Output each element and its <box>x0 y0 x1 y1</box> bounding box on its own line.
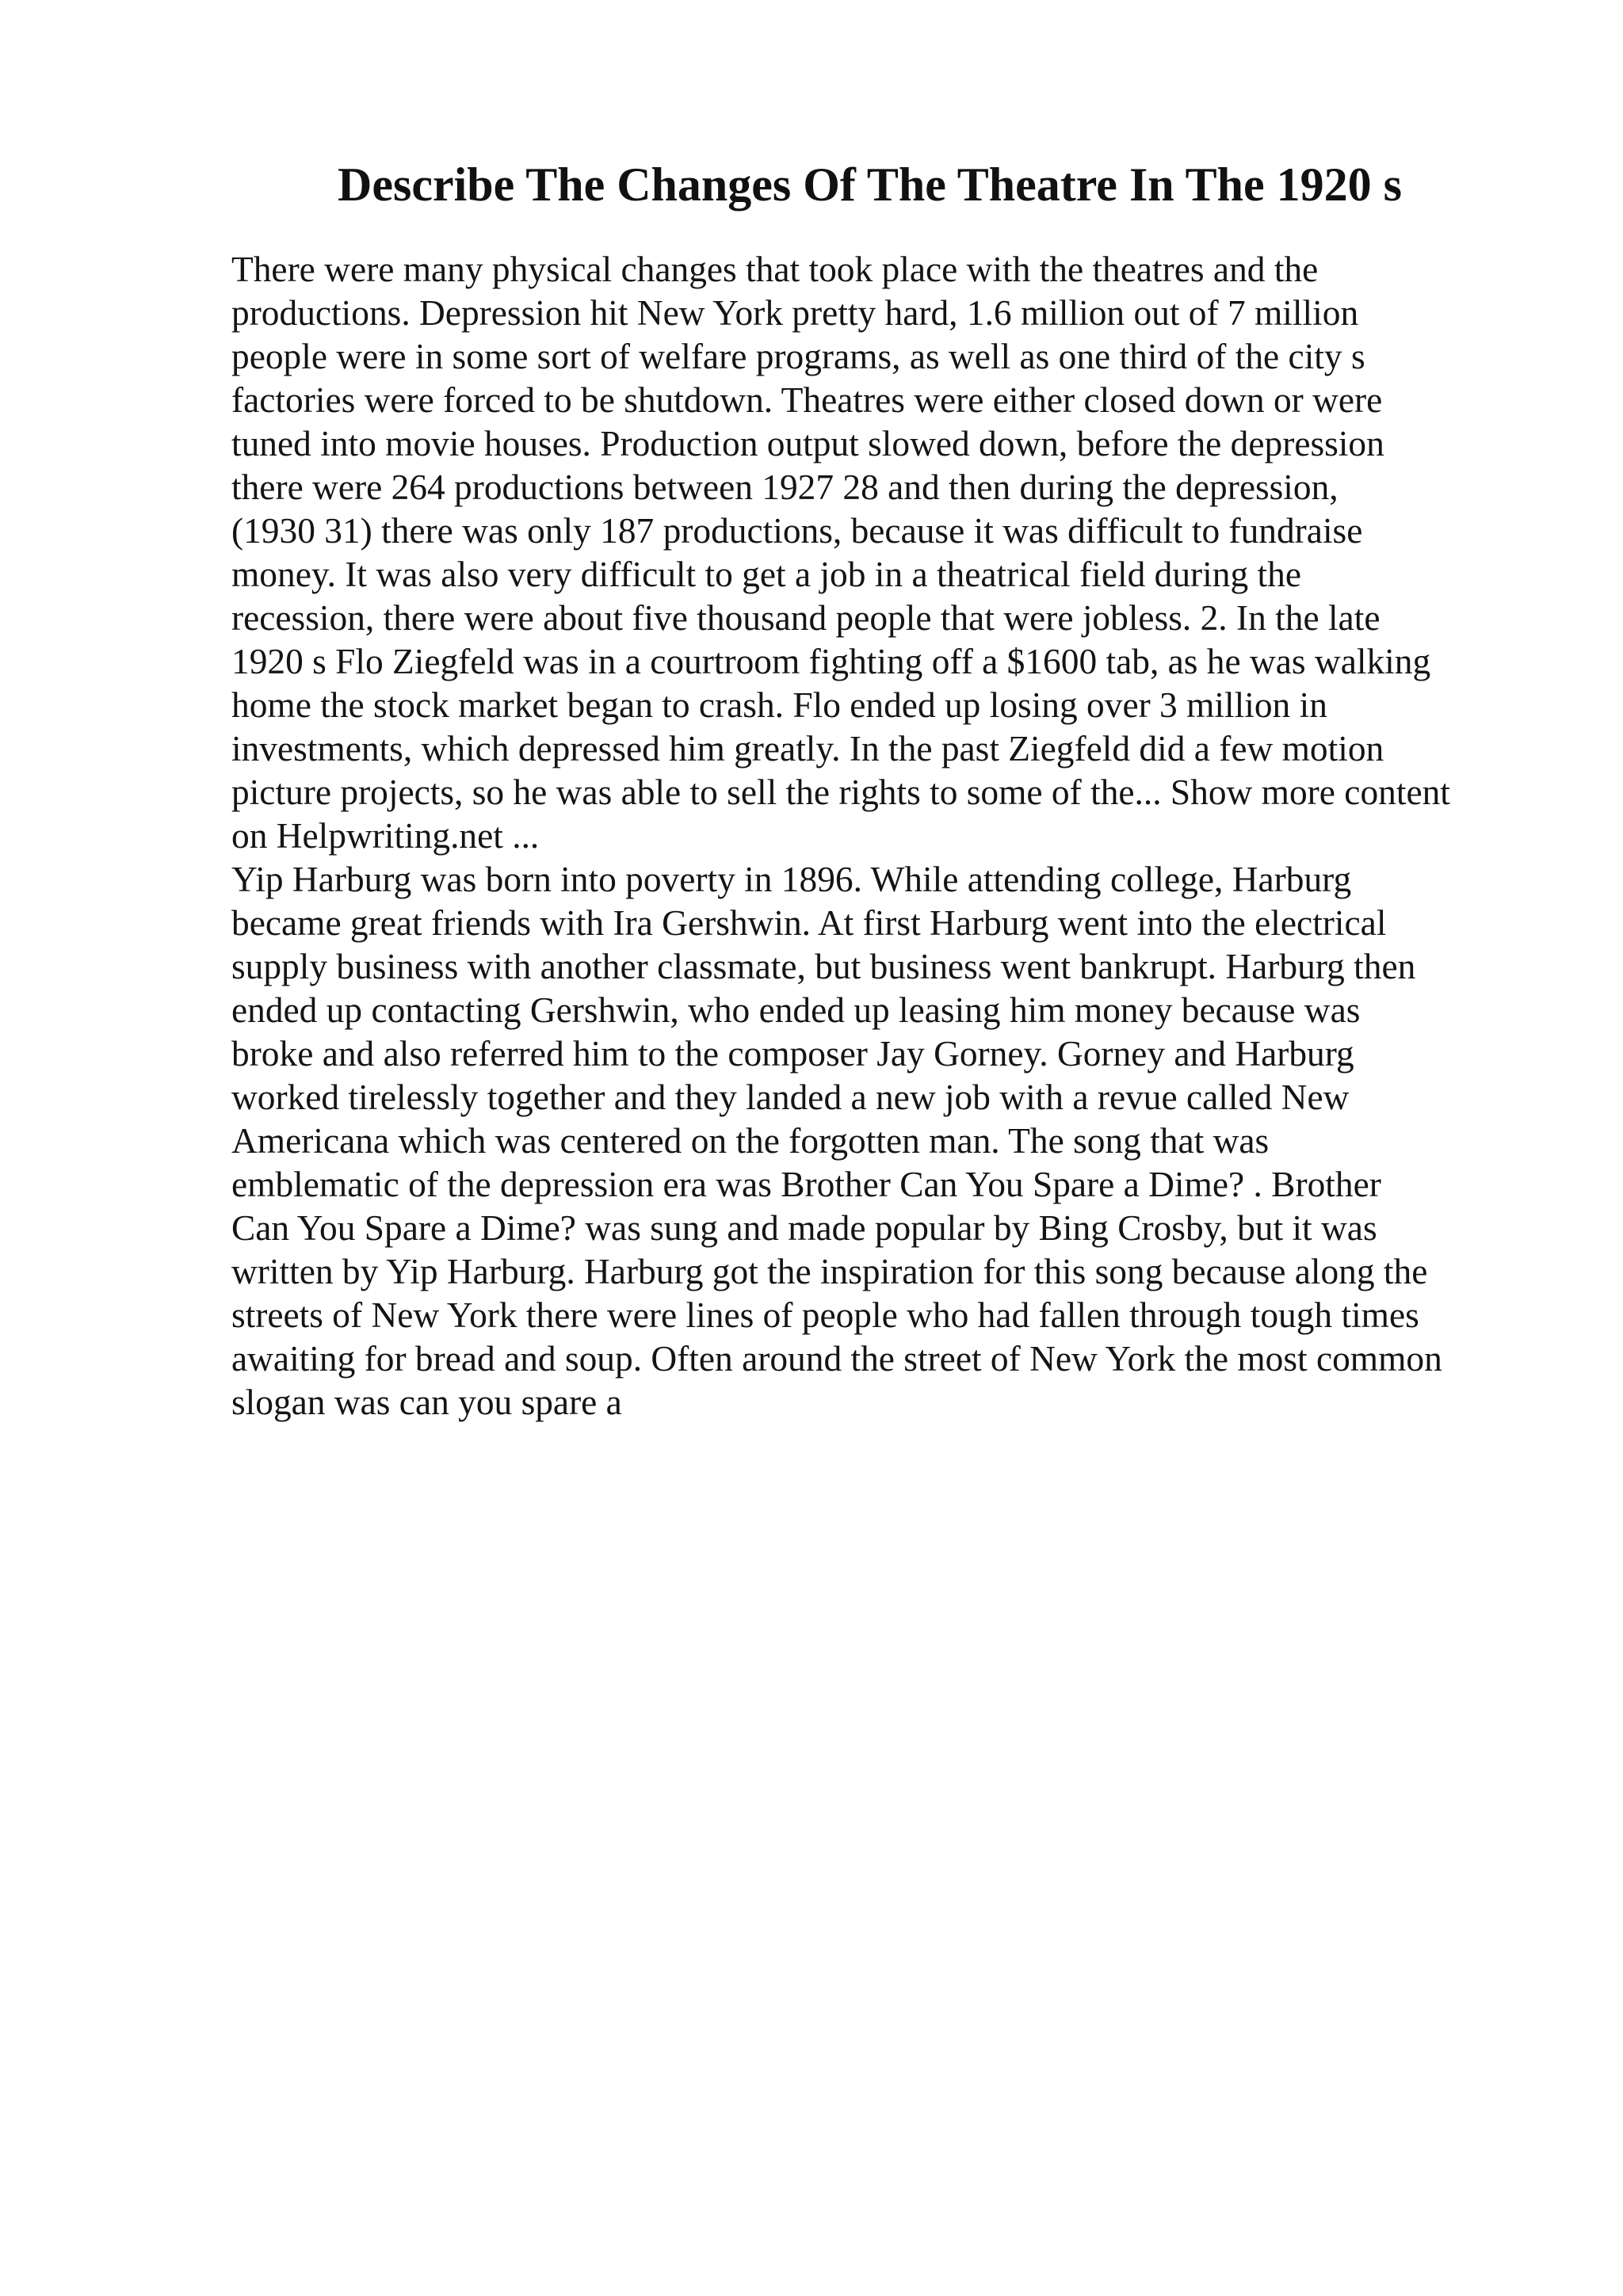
document-title: Describe The Changes Of The Theatre In The 1920 s <box>338 158 1402 211</box>
text-line: picture projects, so he was able to sell the rights to some of the... Show more content <box>231 772 1450 812</box>
text-line: worked tirelessly together and they landed a new job with a revue called New <box>231 1077 1350 1117</box>
text-line: investments, which depressed him greatly. In the past Ziegfeld did a few motion <box>231 729 1384 769</box>
text-line: awaiting for bread and soup. Often around the street of New York the most common <box>231 1339 1442 1379</box>
text-line: ended up contacting Gershwin, who ended up leasing him money because was <box>231 990 1361 1030</box>
text-line: tuned into movie houses. Production output slowed down, before the depression <box>231 424 1384 463</box>
text-line: on Helpwriting.net ... <box>231 816 540 856</box>
document-body <box>231 248 1499 1425</box>
text-line: became great friends with Ira Gershwin. At first Harburg went into the electrical <box>231 903 1387 943</box>
text-line: recession, there were about five thousand people that were jobless. 2. In the late <box>231 598 1381 638</box>
text-line: streets of New York there were lines of people who had fallen through tough times <box>231 1295 1419 1335</box>
text-line: people were in some sort of welfare programs, as well as one third of the city s <box>231 337 1365 376</box>
text-line: Americana which was centered on the forgotten man. The song that was <box>231 1121 1270 1161</box>
text-line: supply business with another classmate, but business went bankrupt. Harburg then <box>231 947 1416 986</box>
text-line: factories were forced to be shutdown. Theatres were either closed down or were <box>231 380 1383 420</box>
text-line: Can You Spare a Dime? was sung and made popular by Bing Crosby, but it was <box>231 1208 1377 1248</box>
text-line: 1920 s Flo Ziegfeld was in a courtroom fighting off a $1600 tab, as he was walking <box>231 642 1431 681</box>
text-line: there were 264 productions between 1927 28 and then during the depression, <box>231 467 1338 507</box>
text-line: slogan was can you spare a <box>231 1383 622 1422</box>
text-line: money. It was also very difficult to get a job in a theatrical field during the <box>231 555 1301 594</box>
text-line: emblematic of the depression era was Brother Can You Spare a Dime? . Brother <box>231 1165 1381 1204</box>
text-line: (1930 31) there was only 187 productions, because it was difficult to fundraise <box>231 511 1363 551</box>
text-line: written by Yip Harburg. Harburg got the inspiration for this song because along the <box>231 1252 1428 1291</box>
text-line: home the stock market began to crash. Flo ended up losing over 3 million in <box>231 685 1327 725</box>
text-line: broke and also referred him to the composer Jay Gorney. Gorney and Harburg <box>231 1034 1354 1074</box>
text-line: There were many physical changes that took place with the theatres and the <box>231 250 1319 289</box>
text-line: productions. Depression hit New York pretty hard, 1.6 million out of 7 million <box>231 293 1359 333</box>
text-line: Yip Harburg was born into poverty in 1896. While attending college, Harburg <box>231 860 1352 899</box>
